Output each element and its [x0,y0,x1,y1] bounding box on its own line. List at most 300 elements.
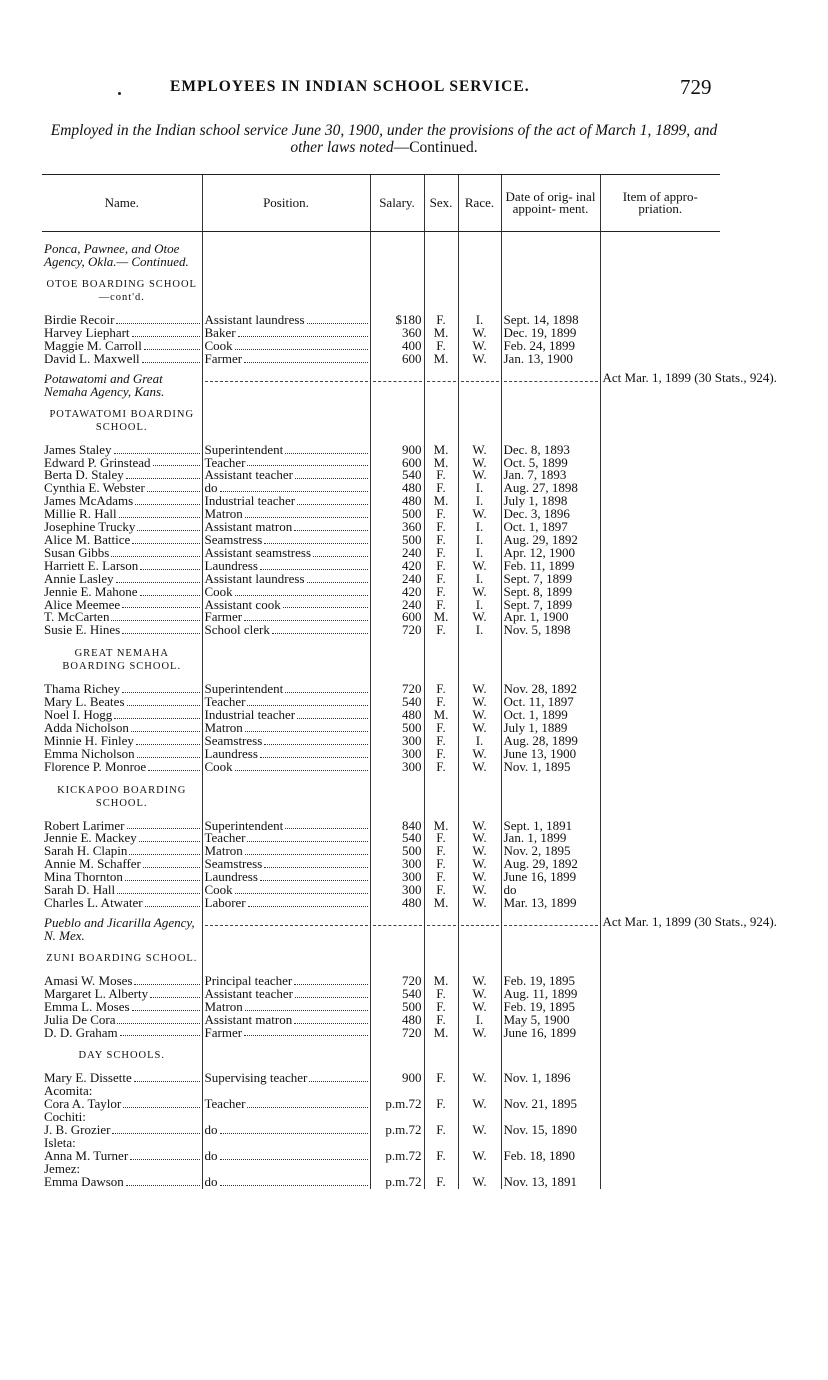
employee-name: J. B. Grozier [44,1122,111,1138]
employee-appointment-date: Dec. 19, 1899 [501,327,600,340]
dot-leader [132,534,199,544]
employee-sex: F. [424,1150,458,1163]
empty-cell [600,340,720,353]
employee-salary: p.m.72 [370,1098,424,1111]
table-row [42,722,720,735]
empty-cell [370,1049,424,1062]
school-heading-row [42,784,720,810]
employee-name: Harvey Liephart [44,324,130,340]
table-row [42,457,720,470]
employee-position-leader [204,758,368,774]
empty-cell [600,560,720,573]
agency-row [42,242,720,268]
table-row [42,534,720,547]
empty-cell [501,774,600,784]
employee-name-leader [44,1024,200,1040]
table-row [42,1072,720,1085]
dot-leader [117,1014,199,1024]
dot-leader [150,988,199,998]
employee-sex: F. [424,340,458,353]
table-row [42,858,720,871]
empty-cell [600,457,720,470]
dot-leader [220,1124,368,1134]
empty-cell [458,916,501,942]
table-row [42,683,720,696]
employee-position-leader [204,350,368,366]
employee-position: Teacher [204,830,246,846]
employee-race: W. [458,871,501,884]
dot-leader [134,975,199,985]
dot-leader [116,314,199,324]
employee-race: W. [458,858,501,871]
employee-salary: 720 [370,683,424,696]
employee-position: Assistant laundress [204,570,305,586]
table-caption [46,122,722,156]
dot-leader [295,469,368,479]
employee-name: Alice Meemee [44,596,121,612]
empty-cell [600,1014,720,1027]
empty-cell [600,761,720,774]
employee-sex: M. [424,457,458,470]
empty-cell [370,232,424,243]
employee-position: Matron [204,506,243,522]
empty-cell [370,942,424,952]
school-name: GREAT NEMAHA BOARDING SCHOOL. [62,648,182,673]
employee-appointment-date: Feb. 11, 1899 [501,560,600,573]
empty-cell [42,637,202,647]
dot-leader [137,521,199,531]
table-row [42,871,720,884]
employee-race: I. [458,624,501,637]
employee-sex: F. [424,1072,458,1085]
dot-leader [247,696,367,706]
dot-leader [112,1124,199,1134]
employee-race: W. [458,1098,501,1111]
employee-sex: F. [424,683,458,696]
dot-leader [122,624,199,634]
employee-race: W. [458,1072,501,1085]
agency-row [42,372,720,398]
employee-appointment-date: Oct. 1, 1897 [501,521,600,534]
employee-sex: F. [424,624,458,637]
dot-leader [114,444,200,454]
empty-cell [202,647,370,673]
empty-cell [370,647,424,673]
empty-cell [501,268,600,278]
table-row [42,521,720,534]
employee-position-cell [202,758,370,774]
dash-leader [427,372,456,382]
employee-salary: 420 [370,586,424,599]
empty-cell [202,637,370,647]
employee-race: I. [458,534,501,547]
empty-cell [600,897,720,910]
table-row [42,353,720,366]
employee-appointment-date: Nov. 1, 1895 [501,761,600,774]
empty-cell [202,278,370,304]
agency-name: Ponca, Pawnee, and Otoe Agency, Okla.— Continued. [44,241,189,269]
empty-cell [202,1137,370,1150]
empty-cell [202,268,370,278]
employee-name: Mary E. Dissette [44,1070,132,1086]
employee-appointment-date: Jan. 13, 1900 [501,353,600,366]
employee-race: W. [458,560,501,573]
table-row [42,1098,720,1111]
employee-salary: 900 [370,444,424,457]
empty-cell [458,647,501,673]
table-row [42,696,720,709]
employee-name: Noel I. Hogg [44,707,113,723]
empty-cell [501,647,600,673]
empty-cell [600,304,720,314]
empty-cell [424,647,458,673]
empty-cell [600,722,720,735]
dot-leader [117,884,199,894]
spacer-row [42,637,720,647]
employee-position: Matron [204,998,243,1014]
dot-leader [297,495,367,505]
empty-cell [600,1124,720,1137]
dot-leader [285,683,367,693]
employee-salary: 500 [370,722,424,735]
employee-salary: 300 [370,761,424,774]
employee-sex: F. [424,508,458,521]
empty-cell [501,232,600,243]
employee-name: Florence P. Monroe [44,758,147,774]
empty-cell [370,268,424,278]
empty-cell [600,495,720,508]
empty-cell [458,408,501,434]
empty-cell [370,774,424,784]
employee-salary: 300 [370,858,424,871]
employee-position-cell [202,1124,370,1137]
empty-cell [202,1039,370,1049]
agency-name: Potawatomi and Great Nemaha Agency, Kans. [44,370,165,399]
empty-cell [600,1027,720,1040]
empty-cell [202,952,370,965]
employee-name-cell [42,758,202,774]
empty-cell [600,810,720,820]
caption-continued: —Continued. [393,139,478,156]
empty-cell [600,1001,720,1014]
dot-leader [297,709,367,719]
employee-salary: 500 [370,1001,424,1014]
employee-sex: F. [424,722,458,735]
empty-cell [600,353,720,366]
employee-appointment-date: Aug. 11, 1899 [501,988,600,1001]
dot-leader [244,353,367,363]
employee-position-leader [205,1124,368,1137]
dot-leader [248,897,368,907]
employee-position: Assistant seamstress [204,544,312,560]
empty-cell [424,774,458,784]
table-row [42,820,720,833]
empty-cell [600,871,720,884]
dot-leader [245,722,368,732]
employee-appointment-date: Feb. 19, 1895 [501,1001,600,1014]
employee-race: I. [458,547,501,560]
empty-cell [370,408,424,434]
empty-cell [202,232,370,243]
employee-sex: M. [424,897,458,910]
employee-salary: 840 [370,820,424,833]
employee-appointment-date: Feb. 19, 1895 [501,975,600,988]
employee-sex: F. [424,988,458,1001]
empty-cell [202,1049,370,1062]
header-date: Date of orig- inal appoint- ment. [501,175,600,232]
employee-name: T. McCarten [44,609,110,625]
dot-leader [135,495,199,505]
employee-appointment-date: Nov. 2, 1895 [501,845,600,858]
dot-leader [132,327,200,337]
dot-leader [147,482,200,492]
employee-race: W. [458,1001,501,1014]
employee-race: I. [458,482,501,495]
employee-race: I. [458,735,501,748]
employee-appointment-date: Dec. 3, 1896 [501,508,600,521]
employee-race: W. [458,832,501,845]
employee-position: Superintendent [204,681,284,697]
employee-position: Assistant matron [204,519,293,535]
employee-position: Laundress [204,557,258,573]
employee-salary: 420 [370,560,424,573]
empty-cell [458,242,501,268]
table-row [42,508,720,521]
dot-leader [247,457,367,467]
employee-appointment-date: June 16, 1899 [501,871,600,884]
spacer-row [42,304,720,314]
place-row [42,1111,720,1124]
employee-appointment-date: Apr. 12, 1900 [501,547,600,560]
dot-leader [295,988,368,998]
employee-race: W. [458,975,501,988]
empty-cell [202,398,370,408]
table-header-row [42,175,720,232]
empty-cell [501,1049,600,1062]
empty-cell [600,683,720,696]
employee-salary: 300 [370,748,424,761]
employee-salary: 400 [370,340,424,353]
table-row [42,495,720,508]
employee-race: W. [458,820,501,833]
dot-leader [120,1027,200,1037]
employee-salary: 500 [370,508,424,521]
empty-cell [458,1039,501,1049]
empty-cell [424,398,458,408]
employee-appointment-date: June 13, 1900 [501,748,600,761]
dot-leader [127,820,200,830]
employee-position-cell [202,1173,370,1189]
table-row [42,897,720,910]
employee-salary: 500 [370,534,424,547]
running-title: EMPLOYEES IN INDIAN SCHOOL SERVICE. [170,78,530,95]
employee-sex: M. [424,327,458,340]
empty-cell [501,372,600,398]
empty-cell [458,784,501,810]
place-name: Isleta: [44,1134,76,1150]
employee-appointment-date: Aug. 28, 1899 [501,735,600,748]
employee-appointment-date: do [501,884,600,897]
dot-leader [116,573,200,583]
empty-cell [202,1111,370,1124]
empty-cell [424,268,458,278]
employee-appointment-date: Jan. 7, 1893 [501,469,600,482]
employee-position: Assistant teacher [204,467,293,483]
employee-race: I. [458,314,501,327]
employee-name: Cynthia E. Webster [44,480,145,496]
dot-leader [136,735,200,745]
school-heading-row [42,278,720,304]
employee-appointment-date: Nov. 5, 1898 [501,624,600,637]
empty-cell [501,278,600,304]
employee-sex: F. [424,521,458,534]
empty-cell [202,242,370,268]
employees-table [42,174,777,1189]
employee-name: David L. Maxwell [44,350,140,366]
employee-appointment-date: Mar. 13, 1899 [501,897,600,910]
employee-sex: M. [424,975,458,988]
empty-cell [458,278,501,304]
dot-leader [153,457,200,467]
empty-cell [458,1049,501,1062]
empty-cell [458,372,501,398]
spacer-row [42,673,720,683]
empty-cell [370,372,424,398]
employee-appointment-date: Nov. 21, 1895 [501,1098,600,1111]
employee-salary: 300 [370,735,424,748]
employee-appointment-date: Sept. 7, 1899 [501,573,600,586]
table-row [42,340,720,353]
dot-leader [137,748,200,758]
employee-salary: 720 [370,975,424,988]
empty-cell [600,647,720,673]
employee-name: Emma Dawson [44,1173,124,1189]
employee-race: W. [458,748,501,761]
employee-race: W. [458,1176,501,1189]
spacer-row [42,774,720,784]
employee-position-leader [205,1098,368,1111]
table-row [42,599,720,612]
empty-cell [42,1039,202,1049]
employee-appointment-date: June 16, 1899 [501,1027,600,1040]
employee-salary: p.m.72 [370,1124,424,1137]
dash-leader [461,916,499,926]
employee-race: W. [458,611,501,624]
empty-cell [42,942,202,952]
employee-name-cell [42,1024,202,1040]
employee-position: Cook [204,337,233,353]
spacer-row [42,1039,720,1049]
employee-sex: M. [424,611,458,624]
employee-name: Robert Larimer [44,817,125,833]
header-item: Item of appro- priation. [600,175,720,232]
employee-appointment-date: Aug. 29, 1892 [501,534,600,547]
employee-appointment-date: July 1, 1898 [501,495,600,508]
employee-race: I. [458,573,501,586]
empty-cell [600,1137,720,1150]
dot-leader [260,748,368,758]
table-row [42,988,720,1001]
employee-sex: F. [424,314,458,327]
empty-cell [600,314,720,327]
employee-name: Harriett E. Larson [44,557,139,573]
empty-cell [424,278,458,304]
dot-leader [283,599,368,609]
dot-leader [122,599,199,609]
empty-cell [202,1163,370,1176]
empty-cell [600,1062,720,1072]
table-row [42,845,720,858]
employee-appointment-date: July 1, 1889 [501,722,600,735]
empty-cell [501,916,600,942]
empty-cell [424,242,458,268]
employee-race: W. [458,1150,501,1163]
dot-leader [294,975,367,985]
employee-position: Matron [204,719,243,735]
empty-cell [600,1176,720,1189]
place-name: Cochiti: [44,1109,86,1125]
appropriation-item: Act Mar. 1, 1899 (30 Stats., 924). [600,916,720,942]
dot-leader [235,340,368,350]
empty-cell [501,242,600,268]
dot-leader [285,444,367,454]
empty-cell [600,735,720,748]
empty-cell [600,624,720,637]
empty-cell [600,469,720,482]
empty-cell [370,637,424,647]
dot-leader [307,314,368,324]
dot-leader [130,1150,199,1160]
dash-leader [461,372,499,382]
dot-leader [313,547,367,557]
dot-leader [132,1001,200,1011]
empty-cell [600,534,720,547]
employee-race: W. [458,457,501,470]
empty-cell [600,637,720,647]
employee-name: Edward P. Grinstead [44,454,151,470]
employee-name: Thama Richey [44,681,121,697]
empty-cell [370,278,424,304]
dot-leader [123,1098,199,1108]
table-row [42,611,720,624]
empty-cell [600,832,720,845]
employee-name: James McAdams [44,493,134,509]
table-row [42,624,720,637]
employee-salary: 540 [370,696,424,709]
employee-salary: p.m.72 [370,1176,424,1189]
empty-cell [501,637,600,647]
employee-position-cell [202,624,370,637]
employee-name: Margaret L. Alberty [44,985,149,1001]
employee-sex: F. [424,858,458,871]
empty-cell [370,952,424,965]
empty-cell [600,278,720,304]
empty-cell [600,508,720,521]
dot-leader [220,482,368,492]
employee-position: Industrial teacher [204,493,296,509]
empty-cell [600,988,720,1001]
dot-leader [307,573,368,583]
dot-leader [235,586,368,596]
employee-salary: 360 [370,521,424,534]
table-row [42,1001,720,1014]
employee-position: Cook [204,583,233,599]
table-body [42,232,777,1189]
school-name: OTOE BOARDING SCHOOL—cont'd. [46,279,197,303]
employee-sex: F. [424,534,458,547]
employee-sex: F. [424,469,458,482]
dot-leader [139,832,200,842]
